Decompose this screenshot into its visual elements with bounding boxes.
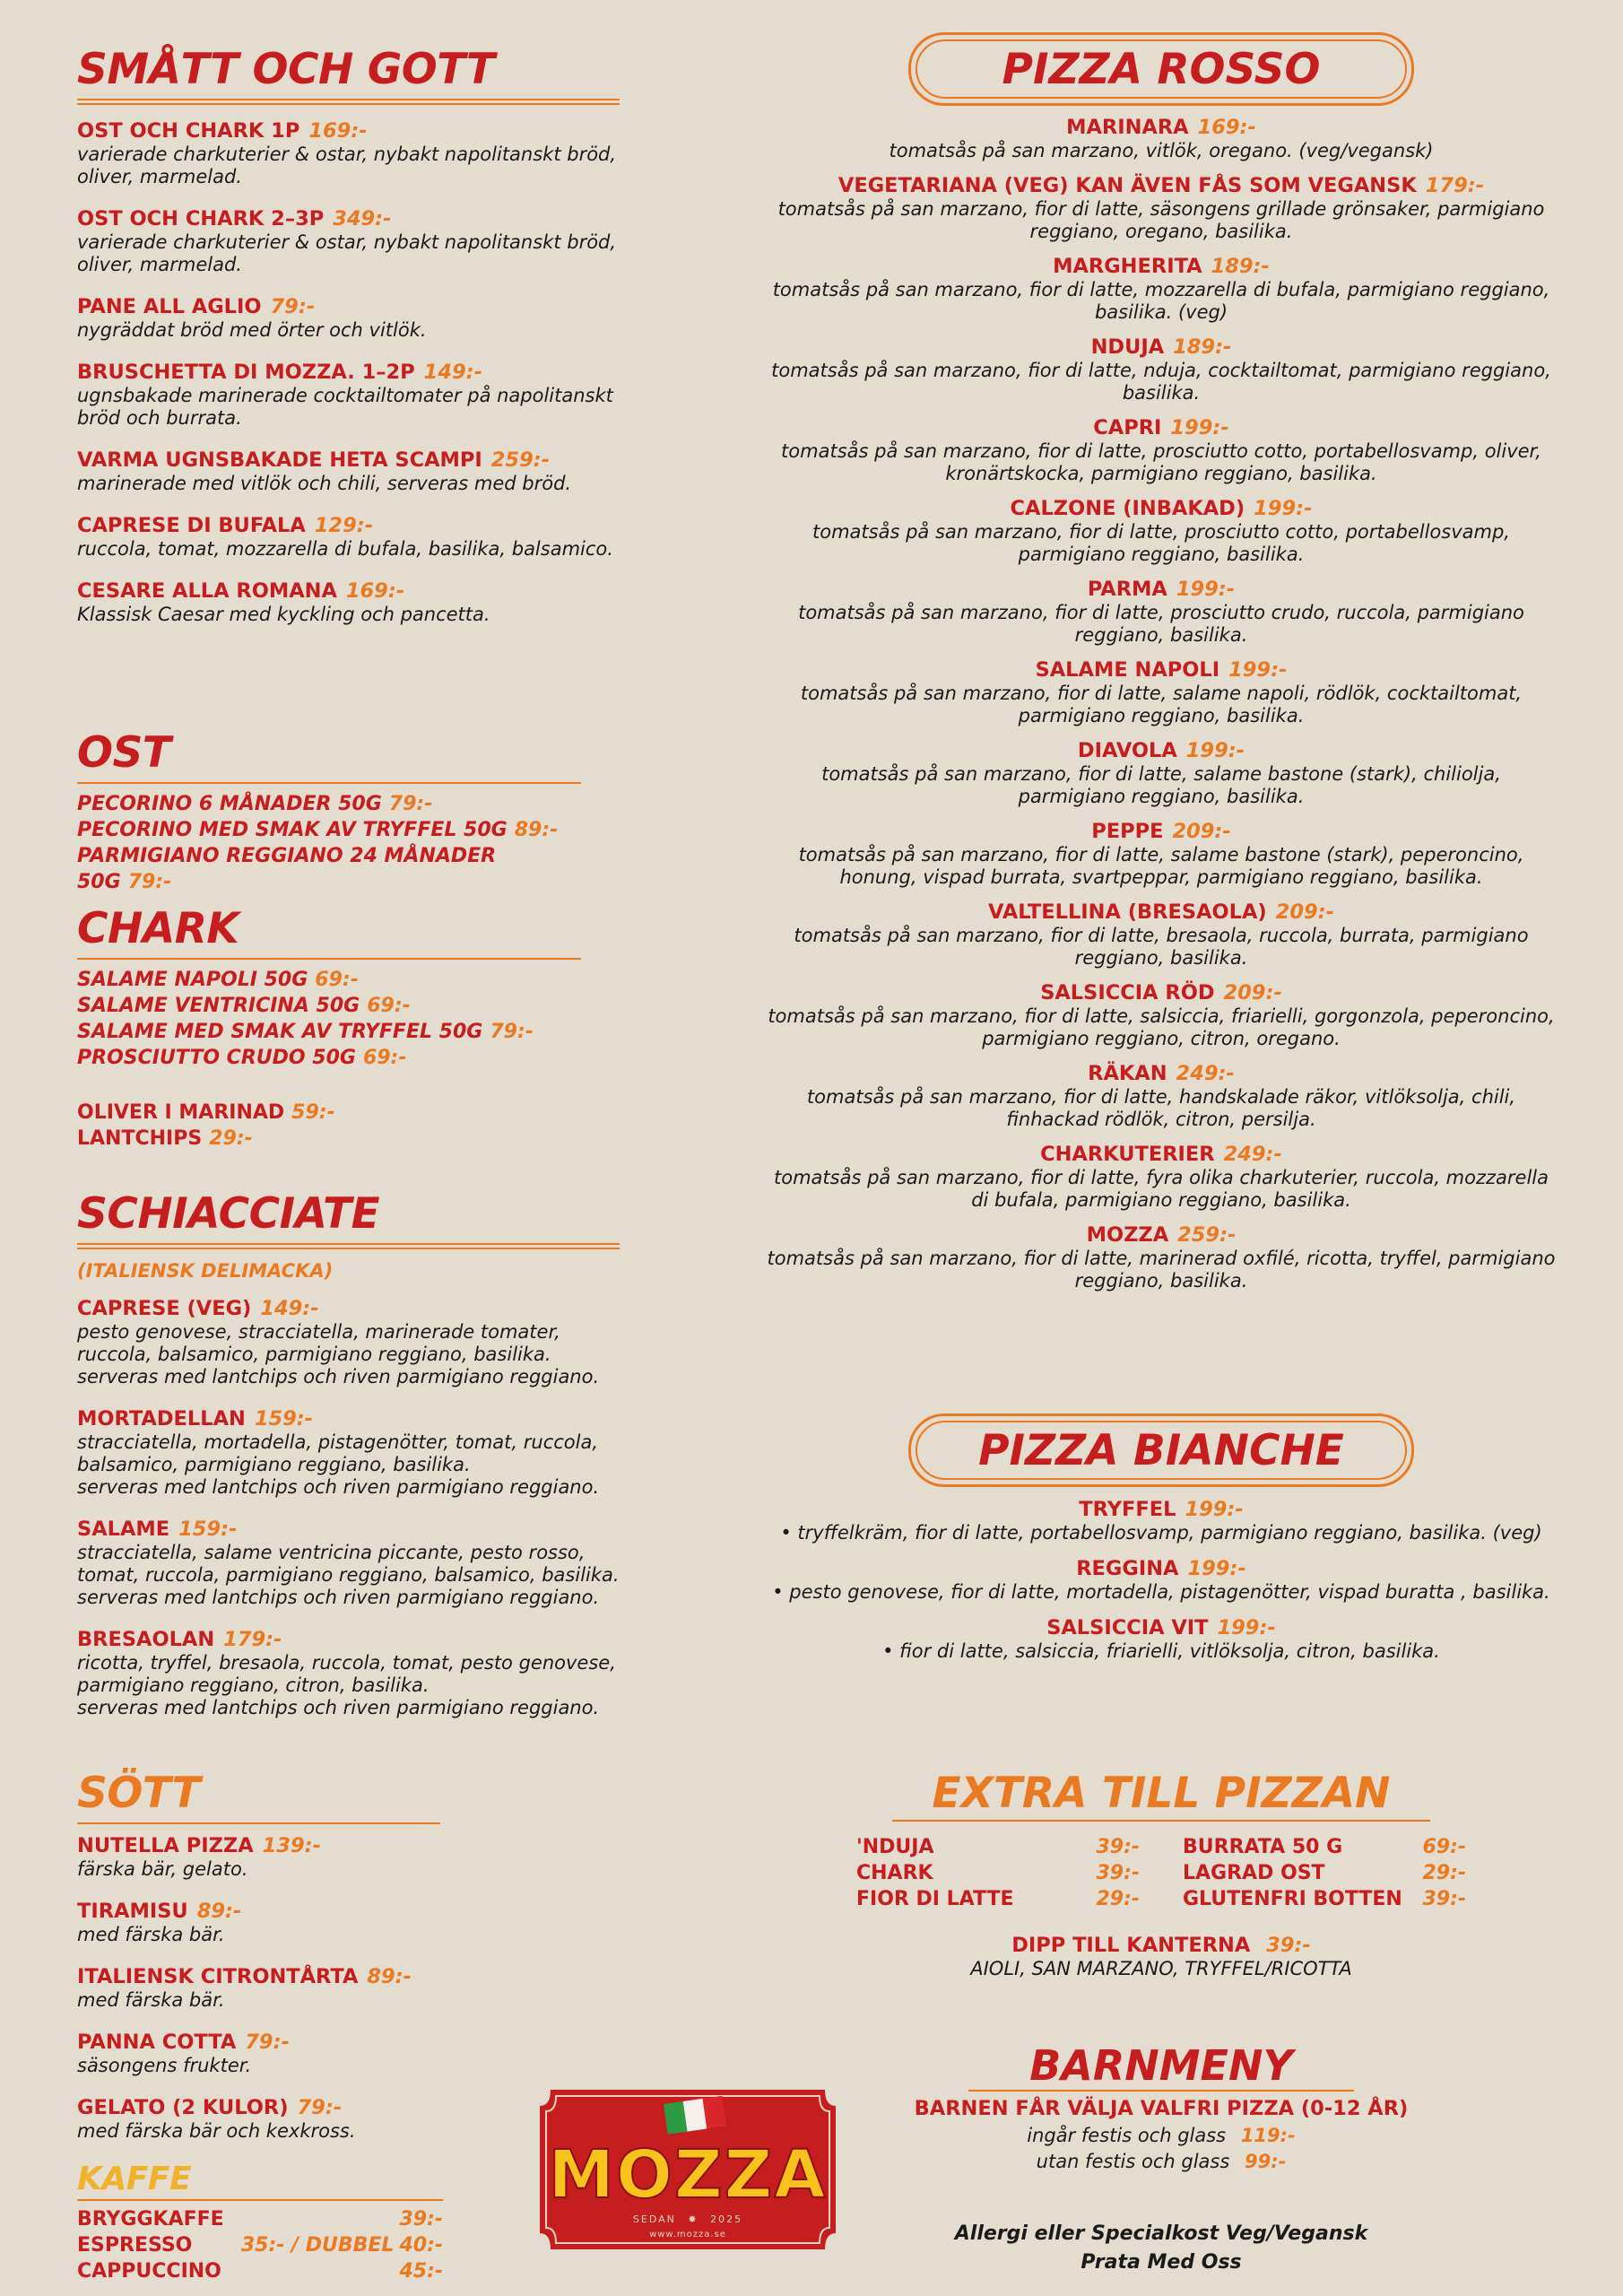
menu-item (77, 1518, 620, 1609)
item-price: 129:- (314, 513, 374, 537)
item-price: 39:- (1096, 1836, 1140, 1858)
menu-item (767, 335, 1556, 404)
item-price: 199:- (1228, 658, 1288, 682)
extra-section (767, 1769, 1556, 1980)
kaffe-title: KAFFE (77, 2161, 192, 2197)
menu-item (767, 1498, 1556, 1544)
barn-opt2: utan festis och glass (1036, 2151, 1230, 2172)
item-price: 79:- (270, 294, 316, 318)
item-price: 259:- (1177, 1223, 1237, 1247)
item-name: PEPPE (1091, 820, 1164, 843)
item-name: PROSCIUTTO CRUDO 50G (77, 1046, 356, 1069)
item-description: ricotta, tryffel, bresaola, ruccola, tomat, pesto genovese, parmigiano reggiano, citron, basilika. (77, 1651, 616, 1696)
item-price: 79:- (245, 2030, 290, 2054)
extra-left-list (856, 1834, 1140, 1912)
item-name: ITALIENSK CITRONTÅRTA (77, 1964, 359, 1988)
menu-item (767, 116, 1556, 162)
item-description: med färska bär och kexkross. (77, 2119, 356, 2142)
item-name: OST OCH CHARK 1P (77, 118, 300, 143)
item-name: PECORINO 6 MÅNADER 50G (77, 792, 382, 815)
kaffe-section (77, 2161, 443, 2284)
menu-item (767, 174, 1556, 243)
item-price: 69:- (367, 994, 411, 1017)
bianche-list (767, 1498, 1556, 1663)
item-description: stracciatella, mortadella, pistagenötter, tomat, ruccola, balsamico, parmigiano reggiano, basilika. (77, 1431, 599, 1475)
menu-item (767, 416, 1556, 485)
chark-list (77, 967, 581, 1071)
barn-section (767, 2041, 1556, 2277)
item-description: pesto genovese, stracciatella, marinerade tomater, ruccola, balsamico, parmigiano reggiano, basilika. (77, 1320, 560, 1365)
item-description: tomatsås på san marzano, fior di latte, säsongens grillade grönsaker, parmigiano reggiano, oregano, basilika. (777, 198, 1545, 242)
item-price: 59:- (291, 1100, 335, 1124)
item-price: 29:- (1422, 1862, 1466, 1884)
menu-item (77, 1100, 581, 1126)
menu-item (856, 1860, 1140, 1886)
item-name: SALSICCIA RÖD (1040, 981, 1215, 1004)
dipp-price: 39:- (1266, 1934, 1311, 1957)
item-description: tomatsås på san marzano, fior di latte, salame bastone (stark), peperoncino, honung, vispad burrata, svartpeppar, parmigiano reggiano, basilika. (798, 844, 1524, 888)
extra-rule (892, 1820, 1430, 1822)
menu-item (767, 658, 1556, 727)
chark-extras-list (77, 1100, 581, 1152)
menu-item (77, 207, 620, 276)
menu-item (767, 981, 1556, 1050)
bianche-header (908, 1413, 1414, 1487)
item-name: VEGETARIANA (VEG) KAN ÄVEN FÅS SOM VEGANSK (838, 174, 1417, 197)
menu-item (767, 497, 1556, 566)
item-description: • tryffelkräm, fior di latte, portabellosvamp, parmigiano reggiano, basilika. (veg) (780, 1522, 1542, 1544)
menu-item (77, 448, 620, 495)
item-name: VALTELLINA (BRESAOLA) (988, 900, 1267, 924)
rosso-section (767, 32, 1556, 1292)
item-price: 29:- (1096, 1888, 1140, 1910)
item-name: 'NDUJA (856, 1836, 934, 1858)
extra-right-list (1183, 1834, 1466, 1912)
kaffe-rule (77, 2199, 443, 2201)
item-name: SALAME (77, 1517, 170, 1541)
menu-item (767, 578, 1556, 647)
menu-item (77, 1900, 440, 1946)
item-price: 209:- (1223, 981, 1282, 1004)
item-description: • fior di latte, salsiccia, friarielli, vitlöksolja, citron, basilika. (882, 1640, 1440, 1662)
item-price: 209:- (1172, 820, 1231, 843)
item-description: tomatsås på san marzano, fior di latte, nduja, cocktailtomat, parmigiano reggiano, basilika. (771, 360, 1551, 404)
item-name: BURRATA 50 G (1183, 1836, 1343, 1858)
item-price: 40:- (399, 2233, 443, 2257)
item-price: 199:- (1217, 1616, 1276, 1639)
menu-item (767, 900, 1556, 970)
item-serving-note: serveras med lantchips och riven parmigiano reggiano. (77, 1696, 600, 1718)
rosso-title: PIZZA ROSSO (1002, 44, 1321, 94)
item-name: GELATO (2 KULOR) (77, 2095, 289, 2119)
item-price: 199:- (1187, 1557, 1246, 1580)
item-price: 79:- (490, 1020, 534, 1043)
item-price: 169:- (308, 118, 368, 143)
menu-item (77, 791, 581, 817)
barn-title: BARNMENY (1029, 2041, 1293, 2090)
ost-section (77, 730, 581, 895)
item-name: VARMA UGNSBAKADE HETA SCAMPI (77, 448, 482, 472)
logo-star-icon: ✸ (688, 2213, 699, 2225)
item-description: marinerade med vitlök och chili, serveras med bröd. (77, 472, 572, 494)
item-price: 199:- (1254, 497, 1313, 520)
menu-item (77, 1045, 581, 1071)
item-price: 79:- (297, 2095, 343, 2119)
item-price: 39:- (1096, 1862, 1140, 1884)
allergy-line1: Allergi eller Specialkost Veg/Vegansk (954, 2222, 1368, 2245)
item-price: 45:- (399, 2259, 443, 2283)
item-description: stracciatella, salame ventricina piccante, pesto rosso, tomat, ruccola, parmigiano reggiano, balsamico, basilika. (77, 1541, 620, 1586)
menu-item (77, 1834, 440, 1881)
rosso-list (767, 116, 1556, 1292)
dipp-name: DIPP TILL KANTERNA (1011, 1934, 1251, 1957)
item-description: med färska bär. (77, 1988, 225, 2011)
item-name: CESARE ALLA ROMANA (77, 578, 337, 603)
chark-section (77, 906, 581, 1152)
item-price: 69:- (362, 1046, 407, 1069)
item-name: TIRAMISU (77, 1899, 188, 1923)
menu-item (77, 1019, 581, 1045)
item-serving-note: serveras med lantchips och riven parmigiano reggiano. (77, 1475, 600, 1498)
menu-item (77, 817, 581, 843)
item-description: ruccola, tomat, mozzarella di bufala, basilika, balsamico. (77, 537, 613, 560)
item-name: NDUJA (1090, 335, 1165, 359)
item-description: nygräddat bröd med örter och vitlök. (77, 318, 427, 341)
item-description: tomatsås på san marzano, fior di latte, prosciutto crudo, ruccola, parmigiano reggiano, basilika. (798, 602, 1524, 646)
item-name: CALZONE (INBAKAD) (1010, 497, 1245, 520)
item-price: 159:- (178, 1517, 238, 1541)
menu-item (767, 1557, 1556, 1604)
item-price: 259:- (490, 448, 551, 472)
item-name: CAPRI (1093, 416, 1162, 439)
barn-rule (968, 2090, 1354, 2092)
menu-item (77, 1297, 620, 1388)
sott-section (77, 1770, 440, 2143)
item-mid: 35:- / DUBBEL (240, 2233, 395, 2257)
item-description: med färska bär. (77, 1923, 225, 1945)
menu-item (77, 1965, 440, 2012)
dipp-block (767, 1934, 1556, 1980)
smatt-section (77, 47, 620, 626)
item-name: CAPPUCCINO (77, 2259, 221, 2283)
logo-sedan: SEDAN (632, 2213, 676, 2225)
extra-grid (856, 1834, 1466, 1912)
chark-title: CHARK (77, 904, 239, 953)
item-price: 349:- (333, 206, 392, 230)
item-price: 209:- (1275, 900, 1334, 924)
item-price: 169:- (1197, 116, 1256, 139)
menu-item (77, 993, 581, 1019)
item-name: SALSICCIA VIT (1046, 1616, 1209, 1639)
item-description: tomatsås på san marzano, fior di latte, handskalade räkor, vitlöksolja, chili, finhackad rödlök, citron, persilja. (806, 1086, 1516, 1130)
item-name: CAPRESE DI BUFALA (77, 513, 306, 537)
item-name: PECORINO MED SMAK AV TRYFFEL 50G (77, 818, 508, 841)
item-name: OLIVER I MARINAD (77, 1100, 285, 1124)
barn-line: BARNEN FÅR VÄLJA VALFRI PIZZA (0-12 ÅR) (914, 2097, 1409, 2120)
smatt-list (77, 119, 620, 626)
menu-item (77, 967, 581, 993)
item-price: 79:- (388, 792, 433, 815)
schiacciate-rule (77, 1243, 620, 1249)
item-description: säsongens frukter. (77, 2054, 252, 2076)
item-name: PANNA COTTA (77, 2030, 237, 2054)
menu-item (856, 1834, 1140, 1860)
item-name: SALAME VENTRICINA 50G (77, 994, 360, 1017)
menu-item (77, 119, 620, 188)
item-description: tomatsås på san marzano, fior di latte, salame napoli, rödlök, cocktailtomat, parmigiano reggiano, basilika. (800, 683, 1523, 726)
item-price: 159:- (254, 1406, 314, 1431)
menu-item (77, 579, 620, 626)
menu-item (856, 1886, 1140, 1912)
item-name: LANTCHIPS (77, 1126, 203, 1150)
item-description: tomatsås på san marzano, fior di latte, salame bastone (stark), chiliolja, parmigiano reggiano, basilika. (821, 763, 1501, 807)
item-description: tomatsås på san marzano, fior di latte, salsiccia, friarielli, gorgonzola, peperoncino, parmigiano reggiano, citron, oregano. (768, 1005, 1555, 1049)
item-name: NUTELLA PIZZA (77, 1833, 254, 1857)
item-name: TRYFFEL (1079, 1498, 1176, 1521)
kaffe-list (77, 2206, 443, 2284)
item-name: SALAME MED SMAK AV TRYFFEL 50G (77, 1020, 483, 1043)
item-description: ugnsbakade marinerade cocktailtomater på napolitanskt bröd och burrata. (77, 384, 613, 429)
item-name: SALAME NAPOLI 50G (77, 968, 308, 991)
schiacciate-subtitle: (ITALIENSK DELIMACKA) (77, 1259, 334, 1282)
item-name: RÄKAN (1088, 1062, 1167, 1085)
menu-item (767, 1062, 1556, 1131)
item-price: 69:- (1422, 1836, 1466, 1858)
item-price: 199:- (1185, 1498, 1244, 1521)
item-price: 29:- (209, 1126, 253, 1150)
item-price: 169:- (345, 578, 405, 603)
schiacciate-section (77, 1191, 620, 1719)
item-name: DIAVOLA (1077, 739, 1177, 762)
item-price: 69:- (315, 968, 359, 991)
menu-item (1183, 1860, 1466, 1886)
dipp-desc: AIOLI, SAN MARZANO, TRYFFEL/RICOTTA (970, 1958, 1352, 1979)
item-price: 179:- (223, 1627, 282, 1651)
item-price: 199:- (1185, 739, 1245, 762)
menu-item (77, 2232, 443, 2258)
allergy-line2: Prata Med Oss (1081, 2251, 1242, 2274)
menu-item (767, 739, 1556, 808)
item-description: varierade charkuterier & ostar, nybakt napolitanskt bröd, oliver, marmelad. (77, 143, 617, 187)
smatt-title: SMÅTT OCH GOTT (77, 45, 495, 94)
item-name: BRESAOLAN (77, 1627, 215, 1651)
item-price: 89:- (367, 1964, 412, 1988)
menu-item (767, 255, 1556, 324)
menu-item (1183, 1886, 1466, 1912)
item-price: 139:- (262, 1833, 321, 1857)
item-description: tomatsås på san marzano, fior di latte, bresaola, ruccola, burrata, parmigiano reggiano, basilika. (794, 925, 1529, 969)
item-price: 39:- (399, 2207, 443, 2231)
logo-year: 2025 (710, 2213, 743, 2225)
menu-item (767, 1143, 1556, 1212)
item-serving-note: serveras med lantchips och riven parmigiano reggiano. (77, 1365, 600, 1387)
schiacciate-title: SCHIACCIATE (77, 1189, 380, 1239)
item-description: tomatsås på san marzano, fior di latte, mozzarella di bufala, parmigiano reggiano, basilika. (veg) (772, 279, 1550, 323)
item-name: BRUSCHETTA DI MOZZA. 1–2P (77, 360, 415, 384)
item-description: tomatsås på san marzano, fior di latte, prosciutto cotto, portabellosvamp, parmigiano reggiano, basilika. (812, 521, 1510, 565)
item-name: CHARK (856, 1862, 933, 1884)
item-serving-note: serveras med lantchips och riven parmigiano reggiano. (77, 1586, 600, 1608)
item-name: PARMA (1087, 578, 1167, 601)
logo-wordmark: MOZZA (548, 2136, 828, 2213)
item-description: Klassisk Caesar med kyckling och pancetta. (77, 603, 490, 625)
menu-item (77, 295, 620, 342)
item-price: 149:- (423, 360, 482, 384)
menu-item (77, 2206, 443, 2232)
schiacciate-list (77, 1297, 620, 1719)
menu-item (77, 1126, 581, 1152)
item-name: CHARKUTERIER (1040, 1143, 1215, 1166)
item-name: REGGINA (1076, 1557, 1179, 1580)
item-name: MARINARA (1066, 116, 1189, 139)
barn-opt1-price: 119:- (1240, 2125, 1296, 2146)
menu-item (767, 820, 1556, 889)
bianche-title: PIZZA BIANCHE (978, 1425, 1344, 1475)
sott-title: SÖTT (77, 1769, 201, 1818)
item-name: LAGRAD OST (1183, 1862, 1325, 1884)
rosso-header (908, 32, 1414, 106)
item-name: FIOR DI LATTE (856, 1888, 1014, 1910)
menu-item (77, 843, 581, 895)
item-price: 149:- (260, 1296, 319, 1320)
item-description: färska bär, gelato. (77, 1857, 248, 1880)
bianche-section (767, 1413, 1556, 1663)
item-name: MOZZA (1086, 1223, 1169, 1247)
menu-item (77, 514, 620, 561)
item-name: BRYGGKAFFE (77, 2207, 224, 2231)
item-name: PANE ALL AGLIO (77, 294, 262, 318)
item-price: 199:- (1170, 416, 1229, 439)
menu-item (77, 2096, 440, 2143)
item-price: 89:- (196, 1899, 242, 1923)
logo-url: www.mozza.se (649, 2230, 726, 2239)
item-price: 89:- (514, 818, 559, 841)
item-description: • pesto genovese, fior di latte, mortadella, pistagenötter, vispad buratta , basilika. (772, 1581, 1550, 1603)
item-name: ESPRESSO (77, 2233, 193, 2257)
allergy-note (767, 2220, 1556, 2277)
ost-rule (77, 782, 581, 784)
item-price: 79:- (127, 870, 172, 893)
menu-item (77, 361, 620, 430)
barn-opt1: ingår festis och glass (1027, 2125, 1227, 2146)
item-description: tomatsås på san marzano, fior di latte, prosciutto cotto, portabellosvamp, oliver, kronärtskocka, parmigiano reggiano, basilika. (781, 440, 1541, 484)
item-name: GLUTENFRI BOTTEN (1183, 1888, 1402, 1910)
item-name: SALAME NAPOLI (1035, 658, 1220, 682)
item-price: 179:- (1425, 174, 1485, 197)
ost-title: OST (77, 728, 171, 778)
right-column (767, 32, 1556, 2274)
menu-item (767, 1616, 1556, 1663)
menu-item (77, 1628, 620, 1719)
item-description: tomatsås på san marzano, fior di latte, fyra olika charkuterier, ruccola, mozzarella di bufala, parmigiano reggiano, basilika. (774, 1167, 1549, 1211)
menu-item (77, 1407, 620, 1499)
smatt-rule (77, 99, 620, 105)
item-description: tomatsås på san marzano, fior di latte, marinerad oxfilé, ricotta, tryffel, parmigiano reggiano, basilika. (767, 1248, 1556, 1292)
menu-item (77, 2258, 443, 2284)
item-price: 189:- (1173, 335, 1232, 359)
sott-list (77, 1834, 440, 2143)
item-price: 249:- (1223, 1143, 1282, 1166)
item-name: CAPRESE (VEG) (77, 1296, 252, 1320)
item-description: tomatsås på san marzano, vitlök, oregano. (veg/vegansk) (889, 140, 1434, 161)
menu-item (1183, 1834, 1466, 1860)
extra-title: EXTRA TILL PIZZAN (932, 1769, 1391, 1818)
item-price: 39:- (1422, 1888, 1466, 1910)
ost-list (77, 791, 581, 895)
item-price: 189:- (1211, 255, 1270, 278)
barn-opt2-price: 99:- (1244, 2151, 1287, 2172)
menu-item (767, 1223, 1556, 1292)
item-price: 199:- (1176, 578, 1236, 601)
item-price: 249:- (1176, 1062, 1235, 1085)
left-column (77, 45, 633, 2283)
item-name: MARGHERITA (1053, 255, 1202, 278)
item-name: PARMIGIANO REGGIANO 24 MÅNADER 50G (77, 844, 497, 893)
sott-rule (77, 1822, 440, 1824)
item-name: MORTADELLAN (77, 1406, 246, 1431)
menu-item (77, 2031, 440, 2077)
item-description: varierade charkuterier & ostar, nybakt napolitanskt bröd, oliver, marmelad. (77, 230, 617, 275)
chark-rule (77, 958, 581, 960)
item-name: OST OCH CHARK 2–3P (77, 206, 325, 230)
